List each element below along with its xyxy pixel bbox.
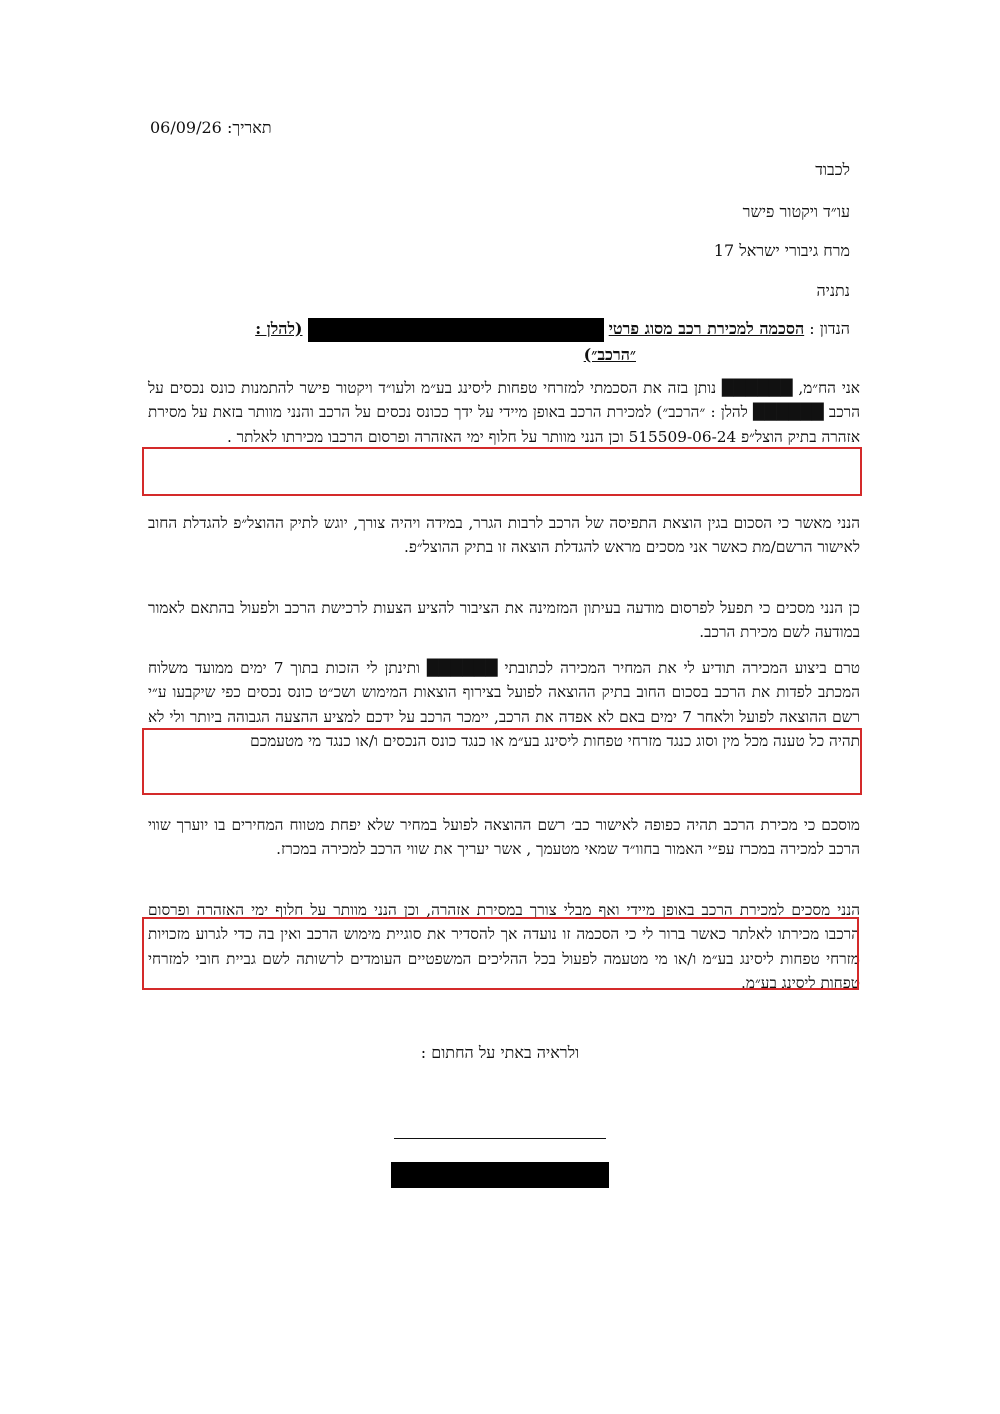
paragraph-6: הנני מסכים למכירת הרכב באופן מיידי ואף מבלי צורך במסירת אזהרה, וכן הנני מוותר על חלוף ימי האזהרה ופרסום הרכבו מכירתו לאלתר כאשר ברור לי כי הסכמה זו נועדה אך להסדיר את סוגיית מימוש הרכב ואין בה כדי לגרוע מזכויות מזרחי טפחות ליסינג בע״מ ו/או מי מטעמה לפעול בכל ההליכים המשפטיים העומדים לרשותה לשם גביית חובי למזרחי טפחות ליסינג בע״מ. [148, 901, 860, 993]
date-label: תאריך: [226, 118, 272, 137]
address-line-4: נתניה [816, 281, 850, 300]
highlight-box-2 [142, 728, 862, 795]
closing-line: ולראיה באתי על החתום : [420, 1043, 580, 1062]
paragraph-3: כן הנני מסכים כי תפעל לפרסום מודעה בעיתון המזמינה את הציבור להציע הצעות לרכישת הרכב ולפעול בהתאם לאמור במודעה לשם מכירת הרכב. [148, 599, 860, 642]
signature-line [394, 1138, 606, 1139]
highlight-box-1 [142, 447, 862, 496]
paragraph-4: טרם ביצוע המכירה תודיע לי את המחיר המכירה לכתובתי ██████ ותינתן לי הזכות בתוך 7 ימים ממועד משלוח המכתב לפדות את הרכב בסכום החוב בתיק ההוצאה לפועל בצירוף הוצאות המימוש ושכ״ט כונס נכסים כפי שיקבעו ע״י רשם ההוצאה לפועל ולאחר 7 ימים באם לא אפדה את הרכב, יימכר הרכב על ידכם למציע ההצעה הגבוהה ביותר ולי לא תהיה כל טענה מכל מין וסוג כנגד מזרחי טפחות ליסינג בע״מ או כנגד כונס הנכסים ו/או כנגד מי מטעמכם [148, 659, 861, 751]
paragraph-1: אני הח״מ, ██████ נותן בזה את הסכמתי למזרחי טפחות ליסינג בע״מ ולעו״ד ויקטור פישר להתמנות כונס נכסים על הרכב ██████ להלן : ״הרכב״) למכירת הרכב באופן מיידי על ידך ככונס נכסים על הרכב והנני מוותר בזאת על מסירת אזהרה בתיק הוצל״פ 515509-06-24 וכן הנני מוותר על חלוף ימי האזהרה ופרסום הרכבו מכירתו לאלתר . [148, 379, 860, 446]
subject-suffix-open: (להלן : [255, 319, 303, 338]
address-line-3: מרח גיבורי ישראל 17 [713, 241, 850, 260]
paragraph-5: מוסכם כי מכירת הרכב תהיה כפופה לאישור כב׳ רשם ההוצאה לפועל במחיר שלא יפחת מטווח המחירים בו יוערך שווי הרכב למכירה במכרז עפ״י האמור בחוו״ד שמאי מטעמך , אשר יעריך את שווי הרכב למכירה במכרז. [148, 816, 860, 859]
highlight-box-3 [142, 917, 859, 990]
subject-line [150, 316, 850, 367]
date-line [150, 118, 272, 138]
paragraph-2: הנני מאשר כי הסכום בגין הוצאת התפיסה של הרכב לרבות הגרר, במידה ויהיה צורך, יוגש לתיק ההוצל״פ להגדלת החוב לאישור הרשם/מת כאשר אני מסכים מראש להגדלת הוצאה זו בתיק ההוצל״פ. [148, 514, 860, 557]
subject-title: הסכמה למכירת רכב מסוג פרטי [608, 319, 805, 338]
date-value: 06/09/26 [150, 118, 222, 137]
address-line-1: לכבוד [815, 160, 850, 179]
redaction-bar [308, 318, 604, 342]
subject-suffix-close: ״הרכב״) [583, 344, 636, 364]
address-line-2: עו״ד ויקטור פישר [742, 202, 850, 221]
signature-redaction [391, 1162, 609, 1188]
subject-label: הנדון : [809, 319, 850, 338]
